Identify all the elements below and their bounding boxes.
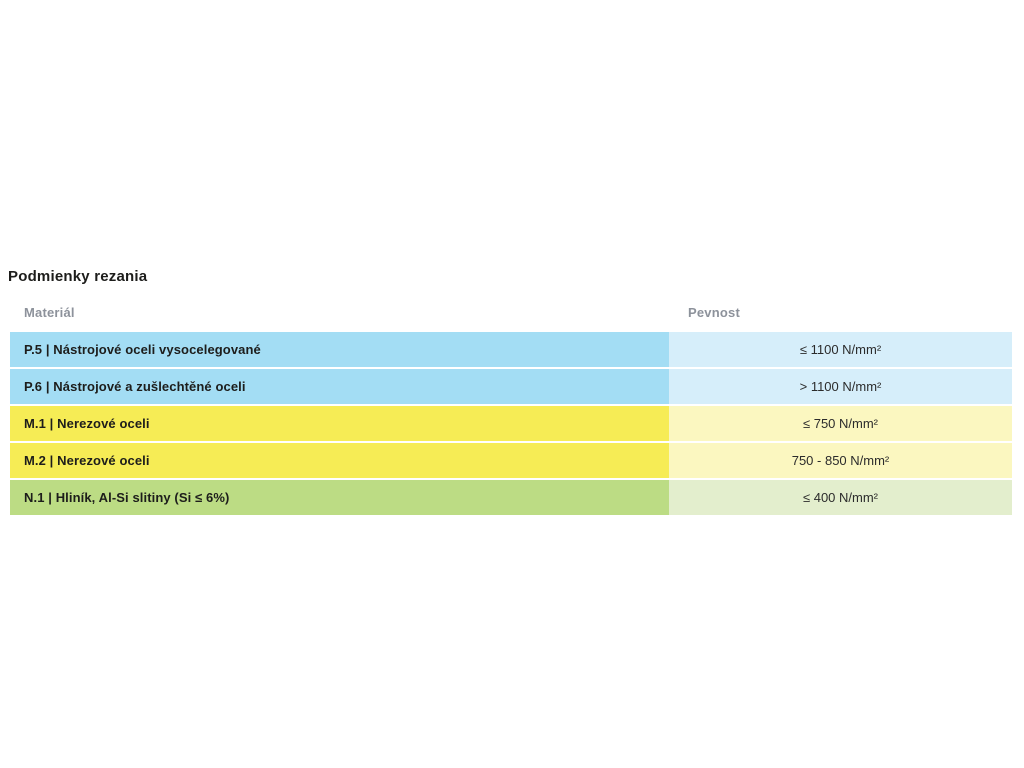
pevnost-cell: > 1100 N/mm² bbox=[669, 369, 1012, 404]
pevnost-cell: ≤ 1100 N/mm² bbox=[669, 332, 1012, 367]
table-row bbox=[10, 369, 1012, 404]
pevnost-cell: ≤ 400 N/mm² bbox=[669, 480, 1012, 515]
pevnost-cell: ≤ 750 N/mm² bbox=[669, 406, 1012, 441]
column-header-material: Materiál bbox=[24, 305, 75, 320]
material-cell: P.6 | Nástrojové a zušlechtěné oceli bbox=[10, 369, 669, 404]
material-cell: M.2 | Nerezové oceli bbox=[10, 443, 669, 478]
material-cell: P.5 | Nástrojové oceli vysocelegované bbox=[10, 332, 669, 367]
table-row bbox=[10, 443, 1012, 478]
table-row bbox=[10, 332, 1012, 367]
section-title: Podmienky rezania bbox=[8, 268, 148, 286]
column-header-pevnost: Pevnost bbox=[688, 305, 740, 320]
cutting-conditions-table bbox=[10, 332, 1012, 517]
pevnost-cell: 750 - 850 N/mm² bbox=[669, 443, 1012, 478]
table-row bbox=[10, 480, 1012, 515]
material-cell: M.1 | Nerezové oceli bbox=[10, 406, 669, 441]
table-row bbox=[10, 406, 1012, 441]
material-cell: N.1 | Hliník, Al-Si slitiny (Si ≤ 6%) bbox=[10, 480, 669, 515]
